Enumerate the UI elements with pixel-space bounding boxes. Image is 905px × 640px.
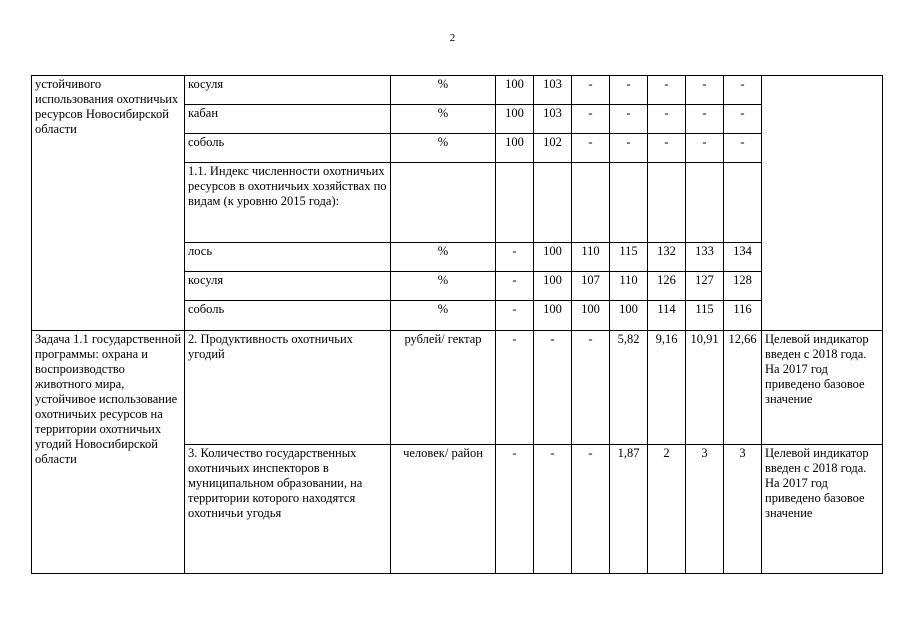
value-cell: - xyxy=(610,105,648,134)
value-cell: 132 xyxy=(648,243,686,272)
value-cell-empty xyxy=(496,163,534,243)
unit-cell: человек/ район xyxy=(391,445,496,574)
value-cell: 126 xyxy=(648,272,686,301)
value-cell: - xyxy=(496,243,534,272)
value-cell: 134 xyxy=(724,243,762,272)
value-cell: 12,66 xyxy=(724,331,762,445)
value-cell: 103 xyxy=(534,105,572,134)
value-cell: 110 xyxy=(610,272,648,301)
value-cell: - xyxy=(648,105,686,134)
value-cell: 5,82 xyxy=(610,331,648,445)
unit-cell: % xyxy=(391,272,496,301)
value-cell-empty xyxy=(610,163,648,243)
page-number: 2 xyxy=(449,32,456,44)
task-cell: Задача 1.1 государственной программы: охрана и воспроизводство животного мира, устойчивое использование охотничьих ресурсов на территории охотничьих угодий Новосибирской области xyxy=(32,331,185,574)
value-cell: 100 xyxy=(534,301,572,331)
value-cell: - xyxy=(572,76,610,105)
table-row xyxy=(32,76,883,105)
value-cell: 100 xyxy=(496,134,534,163)
species-label: косуля xyxy=(185,76,391,105)
species-label: косуля xyxy=(185,272,391,301)
species-label: соболь xyxy=(185,134,391,163)
value-cell: - xyxy=(724,105,762,134)
goal-cell: устойчивого использования охотничьих ресурсов Новосибирской области xyxy=(32,76,185,331)
value-cell: - xyxy=(686,134,724,163)
value-cell: - xyxy=(724,134,762,163)
value-cell: 100 xyxy=(496,105,534,134)
table-row xyxy=(32,331,883,445)
value-cell: - xyxy=(686,105,724,134)
value-cell: - xyxy=(648,134,686,163)
value-cell-empty xyxy=(572,163,610,243)
value-cell: - xyxy=(648,76,686,105)
value-cell: - xyxy=(610,76,648,105)
value-cell: 103 xyxy=(534,76,572,105)
value-cell: - xyxy=(496,331,534,445)
unit-cell: % xyxy=(391,301,496,331)
value-cell: - xyxy=(534,331,572,445)
value-cell: - xyxy=(572,331,610,445)
value-cell-empty xyxy=(648,163,686,243)
value-cell: 100 xyxy=(534,243,572,272)
unit-cell: % xyxy=(391,105,496,134)
unit-cell: % xyxy=(391,76,496,105)
indicator-2-label: 2. Продуктивность охотничьих угодий xyxy=(185,331,391,445)
value-cell: 127 xyxy=(686,272,724,301)
value-cell: - xyxy=(496,301,534,331)
indicator-3-label: 3. Количество государственных охотничьих инспекторов в муниципальном образовании, на территории которого находятся охотничьи угодья xyxy=(185,445,391,574)
species-label: кабан xyxy=(185,105,391,134)
value-cell: 116 xyxy=(724,301,762,331)
value-cell: - xyxy=(496,272,534,301)
value-cell: - xyxy=(572,105,610,134)
value-cell: 1,87 xyxy=(610,445,648,574)
value-cell: 100 xyxy=(610,301,648,331)
unit-cell: % xyxy=(391,134,496,163)
value-cell-empty xyxy=(724,163,762,243)
value-cell: - xyxy=(534,445,572,574)
value-cell: 115 xyxy=(686,301,724,331)
value-cell: 115 xyxy=(610,243,648,272)
value-cell: - xyxy=(724,76,762,105)
note-cell: Целевой индикатор введен с 2018 года. На 2017 год приведено базовое значение xyxy=(762,445,883,574)
unit-cell-empty xyxy=(391,163,496,243)
value-cell: - xyxy=(686,76,724,105)
value-cell: 100 xyxy=(534,272,572,301)
unit-cell: рублей/ гектар xyxy=(391,331,496,445)
value-cell: - xyxy=(572,134,610,163)
value-cell: 133 xyxy=(686,243,724,272)
value-cell: 10,91 xyxy=(686,331,724,445)
value-cell-empty xyxy=(534,163,572,243)
value-cell: - xyxy=(572,445,610,574)
value-cell: 9,16 xyxy=(648,331,686,445)
value-cell: 107 xyxy=(572,272,610,301)
value-cell: 2 xyxy=(648,445,686,574)
value-cell-empty xyxy=(686,163,724,243)
value-cell: 100 xyxy=(496,76,534,105)
value-cell: 110 xyxy=(572,243,610,272)
value-cell: - xyxy=(496,445,534,574)
indicators-table xyxy=(31,75,883,574)
unit-cell: % xyxy=(391,243,496,272)
value-cell: 102 xyxy=(534,134,572,163)
value-cell: - xyxy=(610,134,648,163)
value-cell: 128 xyxy=(724,272,762,301)
indicator-1-1-label: 1.1. Индекс численности охотничьих ресурсов в охотничьих хозяйствах по видам (к уровню 2015 года): xyxy=(185,163,391,243)
value-cell: 114 xyxy=(648,301,686,331)
note-cell-empty xyxy=(762,76,883,331)
species-label: соболь xyxy=(185,301,391,331)
species-label: лось xyxy=(185,243,391,272)
value-cell: 3 xyxy=(724,445,762,574)
note-cell: Целевой индикатор введен с 2018 года. На 2017 год приведено базовое значение xyxy=(762,331,883,445)
value-cell: 3 xyxy=(686,445,724,574)
value-cell: 100 xyxy=(572,301,610,331)
